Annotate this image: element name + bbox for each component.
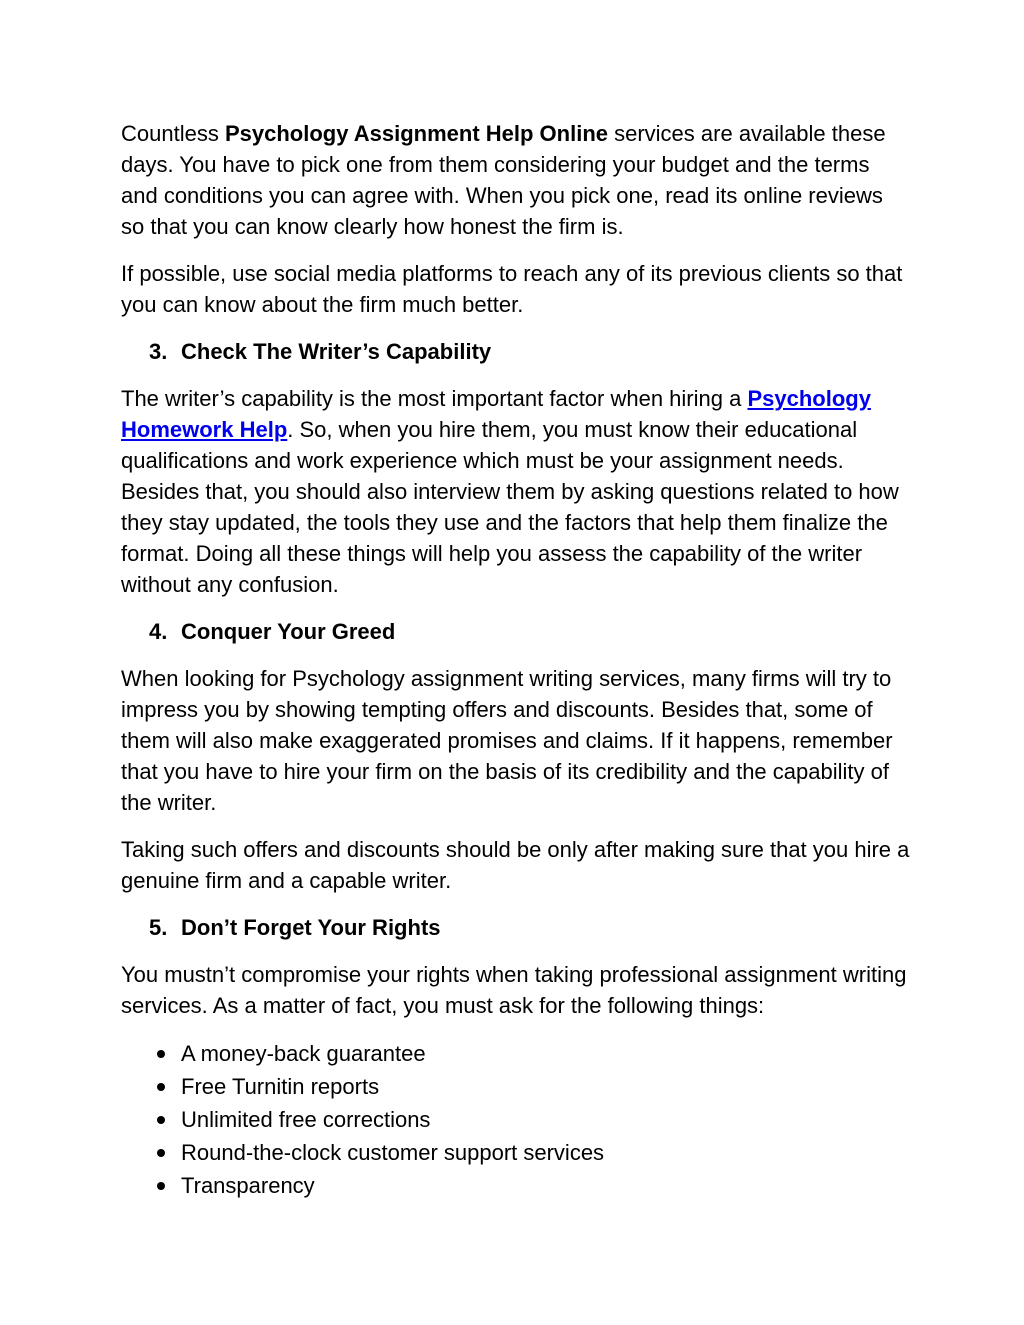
document-page — [121, 118, 911, 1202]
intro-text-start: Countless — [121, 121, 225, 146]
section-5-heading — [121, 912, 911, 943]
section-4-paragraph-1: When looking for Psychology assignment writing services, many firms will try to impress you by showing tempting offers and discounts. Besides that, some of them will also make exaggerated promises and claims. If it happens, remember that you have to hire your firm on the basis of its credibility and the capability of the writer. — [121, 666, 893, 815]
bullet-icon — [157, 1103, 181, 1136]
section-3-heading — [121, 336, 911, 367]
section-3-title: Check The Writer’s Capability — [181, 339, 492, 364]
section-4-heading — [121, 616, 911, 647]
bullet-icon — [157, 1037, 181, 1070]
intro-paragraph — [121, 118, 911, 242]
section-5-title: Don’t Forget Your Rights — [181, 915, 441, 940]
bullet-icon — [157, 1169, 181, 1202]
bullet-icon — [157, 1136, 181, 1169]
section-4-title: Conquer Your Greed — [181, 619, 396, 644]
section-3-text-start: The writer’s capability is the most important factor when hiring a — [121, 386, 748, 411]
list-item-text: Free Turnitin reports — [181, 1074, 380, 1099]
psychology-homework-help-link[interactable]: Psychology Homework Help — [121, 386, 871, 442]
list-item — [121, 1037, 911, 1070]
list-item — [121, 1070, 911, 1103]
intro-bold-phrase: Psychology Assignment Help Online — [224, 121, 608, 146]
social-media-paragraph: If possible, use social media platforms to reach any of its previous clients so that you can know about the firm much better. — [121, 261, 903, 317]
list-item-text: Transparency — [181, 1173, 315, 1198]
bullet-icon — [157, 1070, 181, 1103]
section-3-number: 3. — [149, 339, 168, 364]
list-item-text: Unlimited free corrections — [181, 1107, 431, 1132]
list-item — [121, 1103, 911, 1136]
section-5-number: 5. — [149, 915, 168, 940]
section-3-text-end: . So, when you hire them, you must know their educational qualifications and work experience which must be your assignment needs. Besides that, you should also interview them by asking questions related to how they stay updated, the tools they use and the factors that help them finalize the format. Doing all these things will help you assess the capability of the writer without any confusion. — [121, 417, 899, 597]
intro-text-end: services are available these days. You have to pick one from them considering your budget and the terms and conditions you can agree with. When you pick one, read its online reviews so that you can know clearly how honest the firm is. — [121, 121, 886, 239]
section-3-paragraph — [121, 383, 911, 600]
list-item-text: A money-back guarantee — [181, 1041, 426, 1066]
rights-list — [121, 1037, 911, 1202]
list-item — [121, 1136, 911, 1169]
list-item-text: Round-the-clock customer support services — [181, 1140, 605, 1165]
list-item — [121, 1169, 911, 1202]
section-5-paragraph: You mustn’t compromise your rights when taking professional assignment writing services. As a matter of fact, you must ask for the following things: — [121, 962, 907, 1018]
section-4-number: 4. — [149, 619, 168, 644]
section-4-paragraph-2: Taking such offers and discounts should be only after making sure that you hire a genuine firm and a capable writer. — [121, 837, 910, 893]
